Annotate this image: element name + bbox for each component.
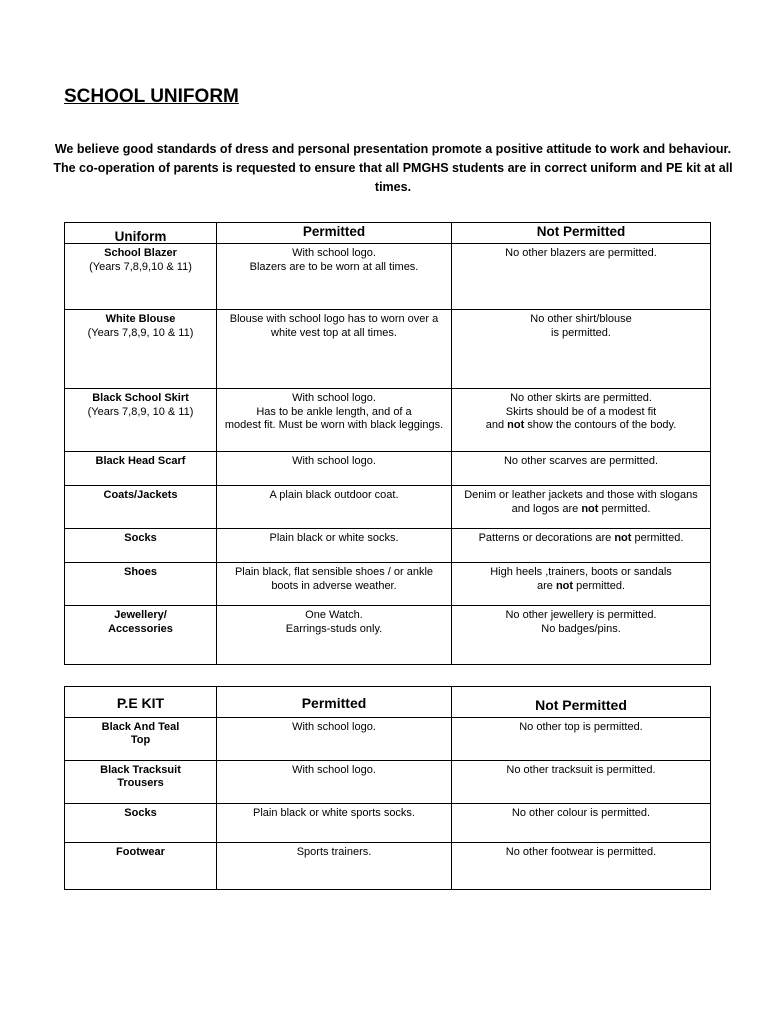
text-segment: permitted.: [631, 532, 684, 545]
item-name: Jewellery/: [114, 609, 167, 622]
table-row: [65, 761, 711, 804]
text-segment: show the contours of the body.: [524, 419, 677, 432]
item-name: Trousers: [117, 777, 164, 790]
table-row: [65, 804, 711, 843]
item-name: Black Head Scarf: [95, 455, 186, 468]
permitted-text: boots in adverse weather.: [271, 579, 397, 592]
table-row: [65, 310, 711, 389]
not-permitted-text: No other jewellery is permitted.: [505, 609, 657, 622]
permitted-text: Blouse with school logo has to worn over a: [229, 313, 439, 326]
not-permitted-text: No other blazers are permitted.: [505, 247, 657, 260]
intro-paragraph: We believe good standards of dress and personal presentation promote a positive attitude to work and behaviour. The co-operation of parents is requested to ensure that all PMGHS students are in correct uniform and PE kit at all times.: [53, 142, 733, 194]
item-years: (Years 7,8,9, 10 & 11): [87, 405, 194, 418]
permitted-cell: [217, 606, 452, 665]
table-row: [65, 606, 711, 665]
not-permitted-text: No other scarves are permitted.: [503, 455, 659, 468]
pe-kit-table: [64, 686, 711, 890]
item-cell: [65, 310, 217, 389]
permitted-cell: [217, 310, 452, 389]
item-years: (Years 7,8,9, 10 & 11): [87, 326, 194, 339]
permitted-cell: With school logo.: [217, 718, 452, 761]
not-permitted-cell: [452, 529, 711, 563]
item-cell: [65, 718, 217, 761]
emphasis-not: not: [555, 579, 574, 592]
permitted-cell: [217, 452, 452, 486]
not-permitted-cell: No other tracksuit is permitted.: [452, 761, 711, 804]
not-permitted-cell: No other top is permitted.: [452, 718, 711, 761]
item-name: White Blouse: [105, 313, 176, 326]
not-permitted-text: [454, 503, 708, 516]
permitted-text: A plain black outdoor coat.: [269, 489, 399, 502]
item-name: Coats/Jackets: [103, 489, 178, 502]
permitted-text: Plain black, flat sensible shoes / or ankle: [234, 566, 434, 579]
not-permitted-cell: No other footwear is permitted.: [452, 843, 711, 890]
item-name: Accessories: [108, 622, 173, 635]
header-permitted: Permitted: [217, 687, 452, 718]
table-row: [65, 389, 711, 452]
not-permitted-cell: [452, 389, 711, 452]
emphasis-not: not: [507, 419, 525, 432]
permitted-cell: Plain black or white sports socks.: [217, 804, 452, 843]
permitted-text: One Watch.: [305, 609, 363, 622]
not-permitted-text: is permitted.: [551, 326, 611, 339]
item-name: Black School Skirt: [92, 392, 189, 405]
permitted-text: Has to be ankle length, and of a: [256, 405, 412, 418]
not-permitted-cell: No other colour is permitted.: [452, 804, 711, 843]
not-permitted-text: Skirts should be of a modest fit: [505, 405, 657, 418]
table-row: [65, 563, 711, 606]
item-cell: [65, 843, 217, 890]
permitted-text: With school logo.: [292, 392, 376, 405]
not-permitted-text: [454, 419, 708, 432]
item-cell: [65, 761, 217, 804]
not-permitted-text: No other shirt/blouse: [530, 313, 632, 326]
table-row: [65, 718, 711, 761]
item-name: Black And Teal: [101, 721, 180, 733]
header-permitted: Permitted: [217, 223, 452, 244]
table-row: [65, 843, 711, 890]
permitted-cell: With school logo.: [217, 761, 452, 804]
not-permitted-cell: [452, 244, 711, 310]
item-years: (Years 7,8,9,10 & 11): [89, 260, 192, 273]
text-segment: and logos are: [511, 502, 582, 515]
item-cell: [65, 389, 217, 452]
permitted-cell: [217, 563, 452, 606]
permitted-text: modest fit. Must be worn with black leggings.: [224, 419, 444, 432]
not-permitted-text: Denim or leather jackets and those with slogans: [464, 489, 698, 502]
permitted-text: With school logo.: [292, 247, 376, 260]
not-permitted-text: No badges/pins.: [541, 622, 621, 635]
not-permitted-text: [454, 532, 708, 545]
text-segment: permitted.: [598, 502, 651, 515]
emphasis-not: not: [614, 532, 632, 545]
item-name: Shoes: [123, 566, 157, 579]
permitted-text: Earrings-studs only.: [285, 622, 383, 635]
item-name: Top: [130, 734, 151, 747]
header-uniform: Uniform: [65, 223, 217, 244]
item-name: Socks: [124, 807, 157, 819]
text-segment: permitted.: [573, 579, 626, 592]
table-header-row: [65, 687, 711, 718]
permitted-cell: [217, 529, 452, 563]
not-permitted-cell: [452, 563, 711, 606]
permitted-text: white vest top at all times.: [271, 326, 397, 339]
text-segment: are: [536, 579, 556, 592]
not-permitted-cell: [452, 310, 711, 389]
item-cell: [65, 486, 217, 529]
item-cell: [65, 452, 217, 486]
permitted-cell: Sports trainers.: [217, 843, 452, 890]
permitted-text: Blazers are to be worn at all times.: [249, 260, 419, 273]
header-pe-kit: P.E KIT: [65, 687, 217, 718]
table-row: [65, 244, 711, 310]
item-cell: [65, 563, 217, 606]
item-name: Black Tracksuit: [100, 764, 181, 776]
not-permitted-cell: [452, 486, 711, 529]
item-cell: [65, 244, 217, 310]
page-title: SCHOOL UNIFORM: [64, 86, 239, 107]
item-cell: [65, 804, 217, 843]
item-name: School Blazer: [104, 247, 177, 260]
item-cell: [65, 606, 217, 665]
item-name: Socks: [124, 532, 157, 545]
item-name: Footwear: [116, 846, 165, 858]
table-row: [65, 529, 711, 563]
permitted-cell: [217, 244, 452, 310]
table-header-row: [65, 223, 711, 244]
permitted-cell: [217, 486, 452, 529]
uniform-table: [64, 222, 711, 665]
not-permitted-cell: [452, 606, 711, 665]
permitted-text: Plain black or white socks.: [269, 532, 399, 545]
not-permitted-text: No other skirts are permitted.: [510, 392, 652, 405]
header-not-permitted: Not Permitted: [452, 687, 711, 718]
not-permitted-cell: [452, 452, 711, 486]
not-permitted-text: [454, 580, 708, 593]
permitted-cell: [217, 389, 452, 452]
header-not-permitted: Not Permitted: [452, 223, 711, 244]
permitted-text: With school logo.: [292, 455, 376, 468]
emphasis-not: not: [581, 502, 599, 515]
not-permitted-text: High heels ,trainers, boots or sandals: [490, 566, 672, 579]
text-segment: Patterns or decorations are: [478, 532, 615, 545]
item-cell: [65, 529, 217, 563]
table-row: [65, 486, 711, 529]
text-segment: and: [485, 419, 508, 432]
table-row: [65, 452, 711, 486]
